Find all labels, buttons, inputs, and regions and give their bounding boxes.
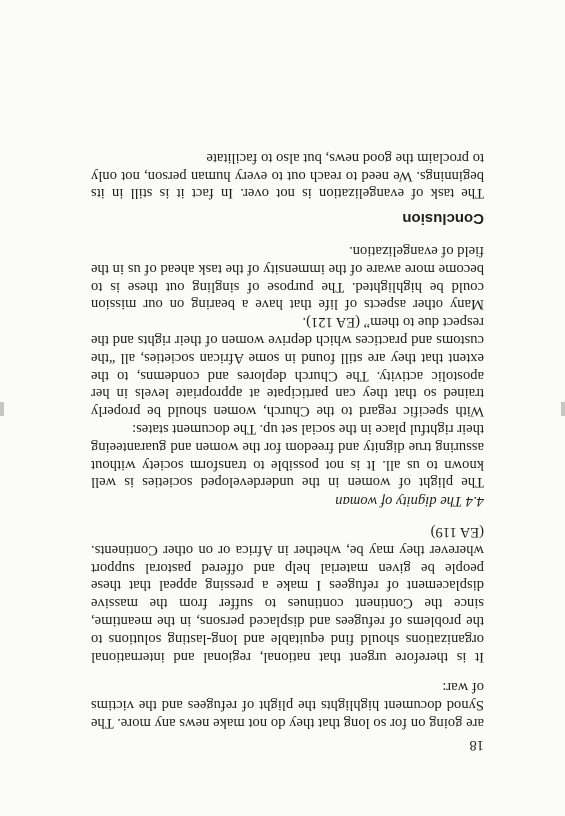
scan-edge-mark xyxy=(0,402,4,416)
conclusion-heading: Conclusion xyxy=(402,210,484,228)
scan-edge-mark xyxy=(561,402,565,416)
paragraph-2: It is therefore urgent that national, regional and international organizations should find equitable and long-lasting solutions to the problems of refugees and displaced persons, in the meantime, since the Continent continues to suffer from the massive displacement of refugees I make a pressing appeal that these people be given material help and offered pastoral support wherever they may be, whether in Africa or on other Continents. (EA 119) xyxy=(91,524,484,665)
paragraph-4: Many other aspects of life that have a bearing on our mission could be highlighted. The purpose of singling out these is to become more aware of the immensity of the task ahead of us in the field of evangelization. xyxy=(91,243,484,313)
paragraph-1: are going on for so long that they do not make news any more. The Synod document highlights the plight of refugees and the victims of war: xyxy=(91,679,484,731)
page-number: 18 xyxy=(469,737,484,753)
subheading-dignity-of-woman: 4.4 The dignity of woman xyxy=(335,493,484,510)
body-text xyxy=(91,148,484,731)
block-quote: With specific regard to the Church, women should be properly trained so that they can participate at appropriate levels in her apostolic activity. The Church deplores and condemns, to the extent that they are still found in some African societies, all “the customs and practices which deprive women of their rights and the respect due to them” (EA 121). xyxy=(91,314,484,420)
paragraph-3: The plight of women in the underdeveloped societies is well known to us all. It is not possible to transform society without assuring true dignity and freedom for the women and guaranteeing their rightful place in the social set up. The document states: xyxy=(91,421,484,491)
paragraph-5: The task of evangelization is not over. In fact it is still in its beginnings. We need to reach out to every human person, not only to proclaim the good news, but also to facilitate xyxy=(91,149,484,202)
